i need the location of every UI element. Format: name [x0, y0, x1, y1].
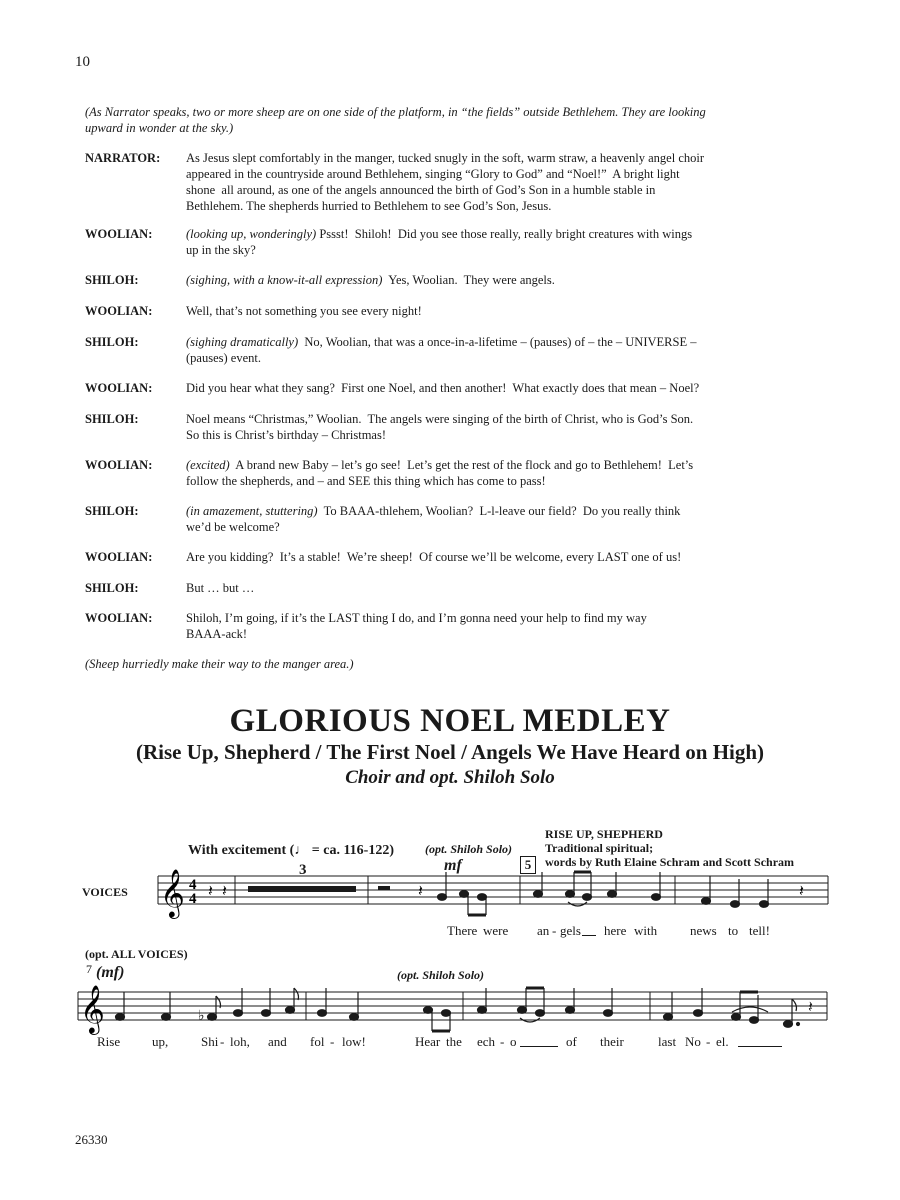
stage-direction: (looking up, wonderingly): [186, 227, 317, 241]
dialogue-text: [186, 334, 826, 366]
dialogue-text: [186, 272, 826, 288]
dialogue-line-text: BAAA-ack!: [186, 627, 248, 641]
dialogue-line-text: So this is Christ’s birthday – Christmas!: [186, 428, 387, 442]
dialogue-line-text: Pssst! Shiloh! Did you see those really, really bright creatures with wings: [316, 227, 693, 241]
music-staff-system-1: [150, 860, 840, 920]
lyric-extender: [582, 935, 596, 936]
dialogue-line-text: Shiloh, I’m going, if it’s the LAST thing I do, and I’m gonna need your help to find my way: [186, 611, 647, 625]
dynamic-value: mf: [101, 964, 120, 981]
lyric-hyphen: -: [500, 1034, 505, 1049]
tempo-text: With excitement (: [188, 843, 295, 858]
dialogue-line: [186, 166, 826, 182]
song-title: GLORIOUS NOEL MEDLEY: [229, 703, 671, 739]
dialogue-text: [186, 226, 826, 258]
all-voices-marking: (opt. ALL VOICES): [85, 947, 188, 961]
dialogue-line-text: appeared in the countryside around Bethlehem, singing “Glory to God” and “Noel!” A bright light: [186, 167, 680, 181]
dialogue-line-text: Did you hear what they sang? First one Noel, and then another! What exactly does that mean – Noel?: [186, 381, 700, 395]
dialogue-line: [186, 610, 826, 626]
dialogue-text: [186, 549, 826, 565]
speaker-name: SHILOH:: [85, 335, 139, 349]
speaker-name: SHILOH:: [85, 412, 139, 426]
multi-measure-rest: [248, 886, 356, 892]
stage-direction: (excited): [186, 458, 230, 472]
credit-line: words by Ruth Elaine Schram and Scott Schram: [545, 855, 795, 869]
lyric-syllable: gels: [560, 923, 581, 938]
tempo-value: = ca. 116-122): [308, 843, 395, 858]
lyric-hyphen: -: [220, 1034, 225, 1049]
lyric-syllable: news: [690, 923, 717, 938]
lyric-hyphen: -: [552, 923, 557, 938]
dialogue-line-text: follow the shepherds, and – and SEE this thing which has come to pass!: [186, 474, 546, 488]
time-signature-top: 4: [189, 877, 197, 893]
dialogue-line-text: Well, that’s not something you see every night!: [186, 304, 422, 318]
dialogue-text: [186, 580, 826, 596]
dialogue-line: [186, 503, 826, 519]
stage-direction-opening: [85, 104, 706, 136]
lyric-syllable: el.: [716, 1034, 729, 1049]
dialogue-line-text: A brand new Baby – let’s go see! Let’s get the rest of the flock and go to Bethlehem! Let’s: [229, 458, 694, 472]
music-staff-system-2: [70, 976, 840, 1036]
lyric-syllable: an: [537, 923, 550, 938]
lyric-syllable: low!: [342, 1034, 366, 1049]
dialogue-line-text: Are you kidding? It’s a stable! We’re sheep! Of course we’ll be welcome, every LAST one of us!: [186, 550, 682, 564]
dialogue-text: [186, 303, 826, 319]
svg-text:𝄽: 𝄽: [808, 999, 813, 1016]
stage-direction-closing: (Sheep hurriedly make their way to the manger area.): [85, 657, 354, 671]
lyric-syllable: Hear: [415, 1034, 441, 1049]
lyric-syllable: last: [658, 1034, 677, 1049]
lyric-syllable: o: [510, 1034, 517, 1049]
stage-direction-line: upward in wonder at the sky.): [85, 121, 234, 135]
dialogue-line: [186, 303, 826, 319]
dialogue-line: [186, 427, 826, 443]
dialogue-line-text: Bethlehem. The shepherds hurried to Bethlehem to see God’s Son, Jesus.: [186, 199, 552, 213]
treble-clef-icon: 𝄞: [80, 987, 105, 1033]
dialogue-line-text: (pauses) event.: [186, 351, 261, 365]
lyric-extender: [738, 1046, 782, 1047]
dialogue-line: [186, 411, 826, 427]
speaker-name: SHILOH:: [85, 581, 139, 595]
dialogue-line: [186, 242, 826, 258]
svg-text:𝄽: 𝄽: [222, 883, 227, 900]
dialogue-text: [186, 411, 826, 443]
lyric-syllable: tell!: [749, 923, 770, 938]
speaker-name: WOOLIAN:: [85, 304, 153, 318]
speaker-name: WOOLIAN:: [85, 458, 153, 472]
speaker-name: SHILOH:: [85, 273, 139, 287]
dialogue-line-text: up in the sky?: [186, 243, 256, 257]
speaker-name: WOOLIAN:: [85, 611, 153, 625]
staff-label: VOICES: [82, 885, 128, 899]
dialogue-text: [186, 380, 826, 396]
treble-clef-icon: 𝄞: [160, 871, 185, 917]
stage-direction-line: (As Narrator speaks, two or more sheep are on one side of the platform, in “the fields” outside Bethlehem. They are looking: [85, 105, 706, 119]
speaker-name: SHILOH:: [85, 504, 139, 518]
catalog-number: 26330: [75, 1132, 108, 1147]
lyric-syllable: up,: [152, 1034, 169, 1049]
lyric-extender: [520, 1046, 558, 1047]
lyric-syllable: with: [634, 923, 658, 938]
multi-measure-rest-count: 3: [299, 862, 307, 878]
lyric-syllable: here: [604, 923, 627, 938]
dialogue-text: [186, 150, 826, 214]
lyric-syllable: the: [446, 1034, 462, 1049]
dialogue-text: [186, 503, 826, 535]
dialogue-line: [186, 350, 826, 366]
lyric-syllable: fol: [310, 1034, 325, 1049]
dialogue-line-text: Noel means “Christmas,” Woolian. The angels were singing of the birth of Christ, who is God’s Son.: [186, 412, 694, 426]
dialogue-line: [186, 549, 826, 565]
lyric-syllable: of: [566, 1034, 577, 1049]
dialogue-line-text: Yes, Woolian. They were angels.: [382, 273, 555, 287]
dialogue-text: [186, 457, 826, 489]
svg-text:𝄽: 𝄽: [208, 883, 213, 900]
rehearsal-number: 5: [520, 856, 536, 874]
speaker-name: NARRATOR:: [85, 151, 161, 165]
dialogue-line: [186, 380, 826, 396]
dialogue-line: [186, 473, 826, 489]
dynamic-marking: mf: [444, 857, 462, 874]
quarter-note-icon: ♩: [294, 843, 309, 858]
lyric-syllable: No: [685, 1034, 701, 1049]
solo-marking-2: (opt. Shiloh Solo): [397, 968, 485, 982]
svg-text:𝄽: 𝄽: [799, 883, 804, 900]
speaker-name: WOOLIAN:: [85, 550, 153, 564]
dialogue-line: [186, 457, 826, 473]
dialogue-line-text: shone all around, as one of the angels announced the birth of God’s Son in a humble stable in: [186, 183, 656, 197]
dialogue-line: [186, 198, 826, 214]
dialogue-line: [186, 272, 826, 288]
tempo-marking: [188, 843, 394, 859]
svg-text:♭: ♭: [198, 1009, 205, 1024]
dialogue-text: [186, 610, 826, 642]
dialogue-line: [186, 580, 826, 596]
dialogue-line: [186, 182, 826, 198]
dialogue-line: [186, 150, 826, 166]
stage-direction: (sighing dramatically): [186, 335, 299, 349]
solo-marking: (opt. Shiloh Solo): [425, 842, 513, 856]
time-signature-bottom: 4: [189, 891, 197, 907]
song-scoring: Choir and opt. Shiloh Solo: [345, 767, 555, 788]
svg-text:𝄽: 𝄽: [418, 883, 423, 900]
lyric-syllable: ech: [477, 1034, 496, 1049]
measure-number: 7: [86, 962, 92, 976]
dialogue-line-text: But … but …: [186, 581, 255, 595]
credit-line: Traditional spiritual;: [545, 841, 654, 855]
dialogue-line: [186, 519, 826, 535]
notes-system-2: [116, 988, 814, 1031]
dialogue-line-text: As Jesus slept comfortably in the manger, tucked snugly in the soft, warm straw, a heavenly angel choir: [186, 151, 704, 165]
dialogue-line-text: we’d be welcome?: [186, 520, 280, 534]
dialogue-line-text: No, Woolian, that was a once-in-a-lifetime – (pauses) of – the – UNIVERSE –: [298, 335, 697, 349]
section-title: RISE UP, SHEPHERD: [545, 827, 663, 841]
song-subtitle: (Rise Up, Shepherd / The First Noel / Angels We Have Heard on High): [135, 740, 765, 764]
dialogue-line: [186, 226, 826, 242]
lyric-syllable: Shi: [201, 1034, 219, 1049]
lyric-hyphen: -: [706, 1034, 711, 1049]
lyric-syllable: Rise: [97, 1034, 121, 1049]
dynamic-marking-2: (mf): [96, 964, 125, 981]
notes-system-1: [438, 872, 769, 915]
speaker-name: WOOLIAN:: [85, 381, 153, 395]
stage-direction: (in amazement, stuttering): [186, 504, 318, 518]
lyric-syllable: their: [600, 1034, 624, 1049]
stage-direction: (sighing, with a know-it-all expression): [186, 273, 383, 287]
dialogue-line-text: To BAAA-thlehem, Woolian? L-l-leave our field? Do you really think: [317, 504, 681, 518]
lyric-syllable: were: [483, 923, 509, 938]
dialogue-line: [186, 334, 826, 350]
dialogue-line: [186, 626, 826, 642]
lyric-hyphen: -: [330, 1034, 335, 1049]
page-number: 10: [75, 54, 90, 70]
half-rest: [378, 886, 390, 890]
lyric-syllable: There: [447, 923, 478, 938]
speaker-name: WOOLIAN:: [85, 227, 153, 241]
lyric-syllable: to: [728, 923, 739, 938]
lyric-syllable: and: [268, 1034, 287, 1049]
lyric-syllable: loh,: [230, 1034, 250, 1049]
